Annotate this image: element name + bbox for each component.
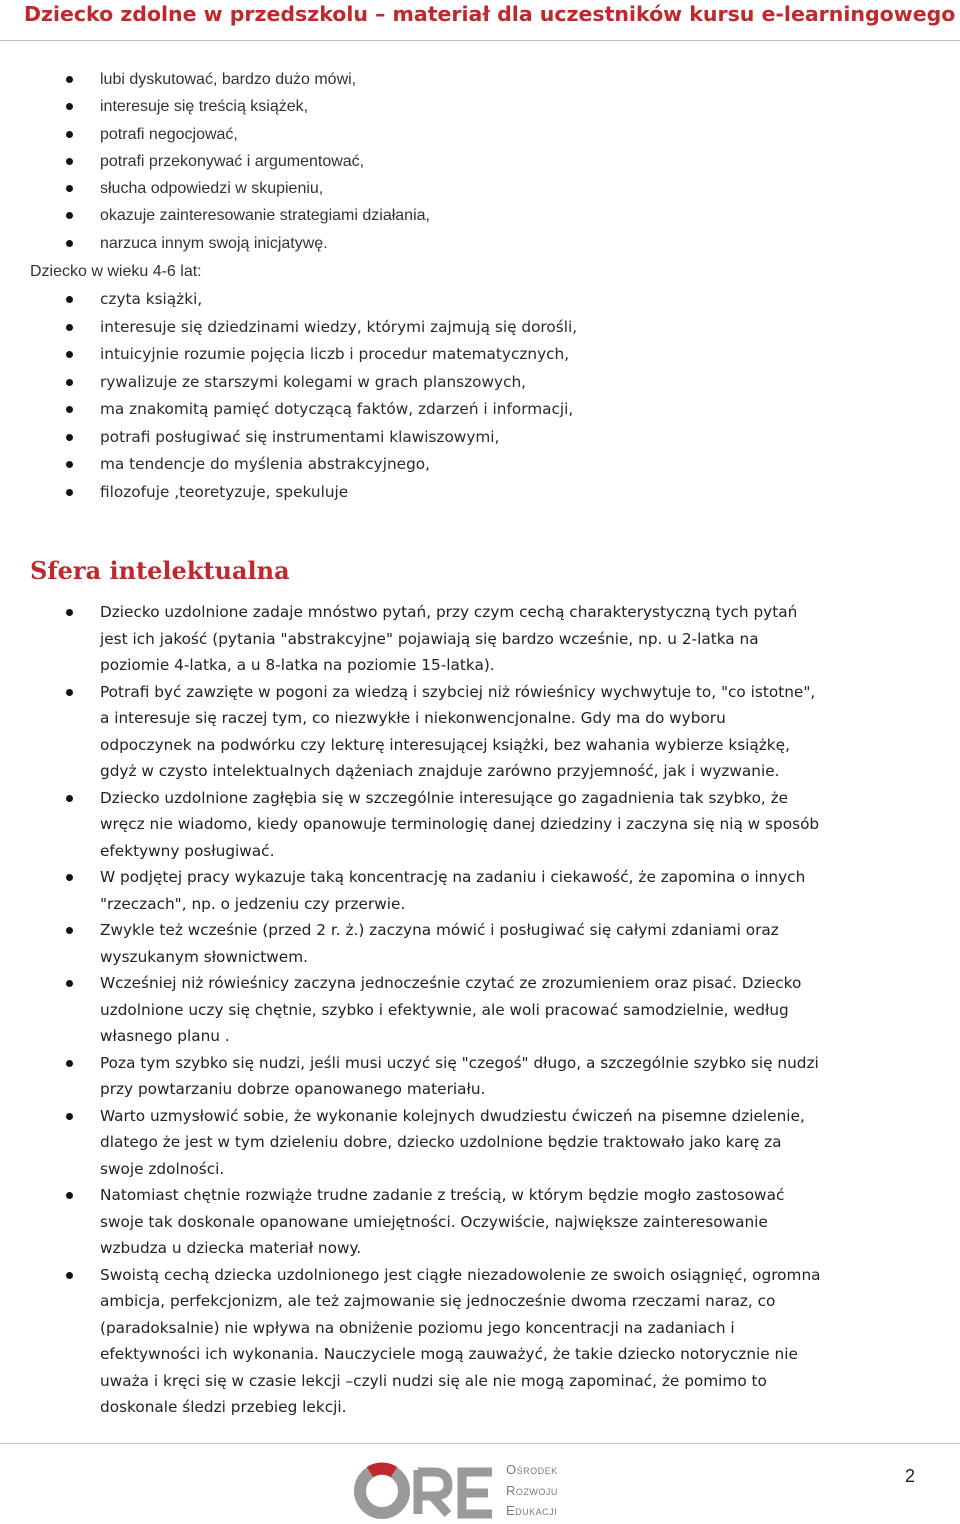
ore-logo-wordmark [506, 1460, 558, 1522]
bullet-icon [66, 689, 73, 696]
list-item-text: narzuca innym swoją inicjatywę. [100, 234, 328, 252]
bullet-icon [66, 434, 73, 441]
list-item [0, 451, 960, 479]
list-item [0, 286, 960, 314]
list-item [0, 479, 960, 507]
list-item [0, 917, 960, 970]
list-item [0, 679, 960, 785]
intro-bullet-list [0, 66, 960, 257]
list-item [0, 1262, 960, 1421]
list-item-line: przy powtarzaniu dobrze opanowanego materiału. [100, 1080, 486, 1098]
bullet-icon [66, 379, 73, 386]
list-item [0, 970, 960, 1050]
header-title: Dziecko zdolne w przedszkolu – materiał dla uczestników kursu e-learningowego [24, 2, 956, 26]
list-item-line: Poza tym szybko się nudzi, jeśli musi uczyć się "czegoś" długo, a szczególnie szybko się nudzi [100, 1053, 819, 1072]
list-item-text: okazuje zainteresowanie strategiami działania, [100, 207, 430, 225]
list-item-line: W podjętej pracy wykazuje taką koncentrację na zadaniu i ciekawość, że zapomina o innych [100, 868, 806, 886]
bullet-icon [66, 103, 73, 110]
list-item-line: uważa i kręci się w czasie lekcji –czyli nudzi się ale nie mogą zapominać, że pomimo to [100, 1371, 767, 1390]
list-item-text: czyta książki, [100, 290, 203, 308]
list-item-line: Natomiast chętnie rozwiąże trudne zadanie z treścią, w którym będzie mogło zastosować [100, 1186, 785, 1204]
bullet-icon [66, 296, 73, 303]
list-item-text: potrafi posługiwać się instrumentami klawiszowymi, [100, 427, 500, 446]
list-item-line: swoje tak doskonale opanowane umiejętności. Oczywiście, największe zainteresowanie [100, 1212, 768, 1231]
bullet-icon [66, 240, 73, 247]
list-item [0, 785, 960, 865]
list-item-line: wyszukanym słownictwem. [100, 947, 308, 966]
bullet-icon [66, 874, 73, 881]
list-item [0, 1103, 960, 1183]
list-item [0, 1050, 960, 1103]
bullet-icon [66, 1060, 73, 1067]
list-item-line: Dziecko uzdolnione zadaje mnóstwo pytań, przy czym cechą charakterystyczną tych pytań [100, 603, 798, 621]
bullet-icon [66, 980, 73, 987]
list-item-text: słucha odpowiedzi w skupieniu, [100, 180, 324, 198]
footer-divider [0, 1443, 960, 1444]
bullet-icon [66, 1272, 73, 1279]
list-item-line: Swoistą cechą dziecka uzdolnionego jest ciągłe niezadowolenie ze swoich osiągnięć, ogromna [100, 1265, 821, 1284]
bullet-icon [66, 185, 73, 192]
list-item-line: jest ich jakość (pytania "abstrakcyjne" pojawiają się bardzo wcześnie, np. u 2-latka na [100, 629, 759, 648]
list-item-text: potrafi przekonywać i argumentować, [100, 152, 365, 170]
bullet-icon [66, 351, 73, 358]
logo-line: Rozwoju [506, 1482, 558, 1498]
list-item-line: gdyż w czysto intelektualnych dążeniach znajduje zarówno przyjemność, jak i wyzwanie. [100, 762, 780, 780]
list-item [0, 66, 960, 93]
logo-line: Ośrodek [506, 1462, 558, 1477]
list-item [0, 93, 960, 120]
list-item-line: dlatego że jest w tym dzieleniu dobre, dziecko uzdolnione będzie traktowało jako karę za [100, 1133, 782, 1151]
list-item [0, 175, 960, 202]
list-item-text: potrafi negocjować, [100, 125, 238, 143]
list-item-line: efektywny posługiwać. [100, 841, 275, 860]
list-item [0, 121, 960, 148]
list-item-line: "rzeczach", np. o jedzeniu czy przerwie. [100, 894, 406, 913]
bullet-icon [66, 324, 73, 331]
bullet-icon [66, 76, 73, 83]
bullet-icon [66, 1113, 73, 1120]
age-bullet-list [0, 286, 960, 506]
list-item-line: Wcześniej niż rówieśnicy zaczyna jednocześnie czytać ze zrozumieniem oraz pisać. Dziecko [100, 974, 802, 992]
age-group-label: Dziecko w wieku 4-6 lat: [30, 263, 202, 280]
list-item-line: doskonale śledzi przebieg lekcji. [100, 1398, 347, 1416]
bullet-icon [66, 795, 73, 802]
list-item-line: uzdolnione uczy się chętnie, szybko i efektywnie, ale woli pracować samodzielnie, według [100, 1000, 789, 1019]
bullet-icon [66, 158, 73, 165]
list-item [0, 599, 960, 679]
list-item-text: ma znakomitą pamięć dotyczącą faktów, zdarzeń i informacji, [100, 400, 574, 418]
list-item [0, 148, 960, 175]
list-item-line: Warto uzmysłowić sobie, że wykonanie kolejnych dwudziestu ćwiczeń na pisemne dzielenie, [100, 1106, 805, 1125]
bullet-icon [66, 1192, 73, 1199]
list-item [0, 230, 960, 257]
bullet-icon [66, 131, 73, 138]
list-item-text: rywalizuje ze starszymi kolegami w grach planszowych, [100, 372, 527, 391]
list-item-text: interesuje się treścią książek, [100, 98, 309, 116]
list-item-text: interesuje się dziedzinami wiedzy, którymi zajmują się dorośli, [100, 317, 578, 336]
list-item-line: poziomie 4-latka, a u 8-latka na poziomie 15-latka). [100, 656, 495, 674]
list-item-text: ma tendencje do myślenia abstrakcyjnego, [100, 455, 431, 473]
list-item-line: efektywności ich wykonania. Nauczyciele mogą zauważyć, że takie dziecko notorycznie nie [100, 1345, 798, 1363]
list-item [0, 314, 960, 342]
list-item [0, 396, 960, 424]
list-item [0, 202, 960, 229]
list-item-text: filozofuje ,teoretyzuje, spekuluje [100, 482, 349, 501]
list-item-line: Potrafi być zawzięte w pogoni za wiedzą i szybciej niż rówieśnicy wychwytuje to, "co istotne", [100, 682, 816, 701]
list-item [0, 1182, 960, 1262]
bullet-icon [66, 406, 73, 413]
bullet-icon [66, 609, 73, 616]
list-item [0, 369, 960, 397]
list-item [0, 341, 960, 369]
page-number: 2 [905, 1466, 916, 1486]
list-item-line: Zwykle też wcześnie (przed 2 r. ż.) zaczyna mówić i posługiwać się całymi zdaniami oraz [100, 921, 779, 939]
list-item-text: intuicyjnie rozumie pojęcia liczb i procedur matematycznych, [100, 345, 570, 363]
list-item [0, 424, 960, 452]
bullet-icon [66, 927, 73, 934]
list-item-line: odpoczynek na podwórku czy lekturę interesującej książki, bez wahania wybierze książkę, [100, 735, 790, 754]
logo-line: Edukacji [506, 1503, 558, 1518]
ore-logo-mark [360, 1468, 492, 1514]
list-item-text: lubi dyskutować, bardzo dużo mówi, [100, 71, 357, 88]
list-item-line: ambicja, perfekcjonizm, ale też zajmowanie się jednocześnie dwoma rzeczami naraz, co [100, 1292, 776, 1310]
bullet-icon [66, 212, 73, 219]
list-item-line: a interesuje się raczej tym, co niezwykłe i niekonwencjonalne. Gdy ma do wyboru [100, 709, 726, 727]
intellect-bullet-list [0, 599, 960, 1421]
bullet-icon [66, 461, 73, 468]
list-item-line: Dziecko uzdolnione zagłębia się w szczególnie interesujące go zagadnienia tak szybko, że [100, 788, 789, 807]
bullet-icon [66, 489, 73, 496]
list-item-line: wręcz nie wiadomo, kiedy opanowuje terminologię danej dziedziny i zaczyna się nią w sposób [100, 815, 820, 833]
list-item-line: swoje zdolności. [100, 1159, 225, 1178]
header-divider [0, 40, 960, 41]
list-item [0, 864, 960, 917]
section-title: Sfera intelektualna [30, 556, 290, 585]
list-item-line: (paradoksalnie) nie wpływa na obniżenie poziomu jego koncentracji na zadaniach i [100, 1318, 735, 1337]
list-item-line: własnego planu . [100, 1027, 230, 1045]
list-item-line: wzbudza u dziecka materiał nowy. [100, 1239, 362, 1257]
